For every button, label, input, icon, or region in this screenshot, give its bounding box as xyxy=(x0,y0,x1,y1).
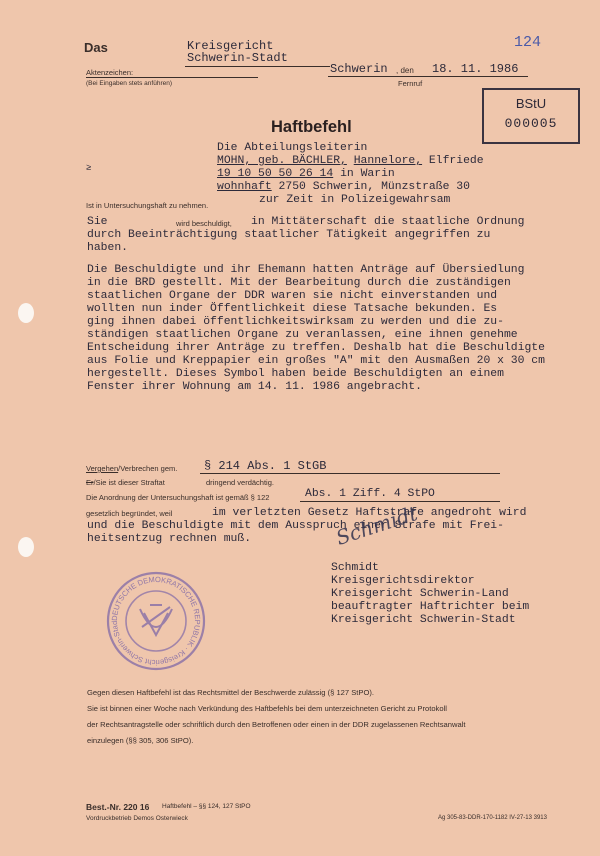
vergehen-selected: Vergehen xyxy=(86,464,119,473)
form-ref: Haftbefehl – §§ 124, 127 StPO xyxy=(162,803,251,810)
vergehen-label xyxy=(86,464,177,473)
anordnung-line xyxy=(300,501,500,502)
charge-line2: durch Beeinträchtigung staatlicher Tätigkeit angegriffen zu xyxy=(87,229,491,241)
fernruf-label: Fernruf xyxy=(398,79,423,88)
margin-marker: ≥ xyxy=(86,163,92,173)
residence-label: wohnhaft xyxy=(217,181,272,193)
den-label: , den xyxy=(396,66,414,75)
date: 18. 11. 1986 xyxy=(432,62,519,76)
charge-line3: haben. xyxy=(87,242,129,254)
facts-line: staatlichen Organe der DDR waren sie nicht einverstanden und xyxy=(87,290,498,302)
facts-line: Entscheidung ihrer Anträge zu treffen. Deshalb hat die Beschuldigte xyxy=(87,342,545,354)
page-number: 124 xyxy=(514,34,542,51)
beschuldigt-label: wird beschuldigt, xyxy=(176,219,232,228)
verdacht-label: dringend verdächtig. xyxy=(206,478,274,487)
seal-outer-ring xyxy=(108,573,204,669)
footer-line: einzulegen (§§ 305, 306 StPO). xyxy=(87,736,194,745)
facts-line: aus Folie und Kreppapier ein großes "A" mit den Ausmaßen 20 x 30 cm xyxy=(87,355,545,367)
accused-custody: zur Zeit in Polizeigewahrsam xyxy=(259,194,451,206)
reason-line1: im verletzten Gesetz Haftstrafe angedroht wird xyxy=(212,507,527,519)
facts-line: wollten nun inder Öffentlichkeit diese Tatsache bekunden. Es xyxy=(87,303,498,315)
facts-line: ständigen staatlichen Organe zu veranlassen, eine ihnen genehme xyxy=(87,329,518,341)
accused-firstname: Hannelore, xyxy=(353,155,423,167)
accused-name-line xyxy=(217,155,484,168)
seal-inner-ring xyxy=(126,591,186,651)
court-seal xyxy=(104,569,208,673)
aktenzeichen-line xyxy=(86,77,258,78)
reason-line2: und die Beschuldigte mit dem Ausspruch einer Strafe mit Frei- xyxy=(87,520,504,532)
signatory-name: Schmidt xyxy=(331,562,379,574)
aktenzeichen-label: Aktenzeichen: xyxy=(86,68,134,77)
charge-subject: Sie xyxy=(87,216,108,228)
er-sie-label xyxy=(86,478,165,487)
archive-label: BStU xyxy=(515,96,547,111)
handwritten-signature: Schmidt xyxy=(333,501,421,550)
facts-line: Fenster ihrer Wohnung am 14. 11. 1986 angebracht. xyxy=(87,381,422,393)
date-line xyxy=(328,76,528,77)
best-nr: Best.-Nr. 220 16 xyxy=(86,802,150,812)
reason-line3: heitsentzug rechnen muß. xyxy=(87,533,252,545)
footer-line: der Rechtsantragstelle oder schriftlich durch den Betroffenen oder einen in der DDR zugelassenen Rechtsanwalt xyxy=(87,720,466,729)
facts-line: ging ihnen dabei öffentlichkeitswirksam zu werden und die zu- xyxy=(87,316,504,328)
court-place: Schwerin-Stadt xyxy=(187,51,288,65)
page-title: Haftbefehl xyxy=(271,118,352,136)
accused-birth: 19 10 50 50 26 14 xyxy=(217,168,334,180)
anordnung-value: Abs. 1 Ziff. 4 StPO xyxy=(305,488,435,500)
facts-line: hergestellt. Dieses Symbol haben beide Beschuldigten an einem xyxy=(87,368,504,380)
court-type: Kreisgericht xyxy=(187,39,274,53)
punch-hole xyxy=(18,303,34,323)
archive-number: 000005 xyxy=(504,116,558,131)
facts-line: in die BRD gestellt. Mit der Bearbeitung durch die zuständigen xyxy=(87,277,511,289)
accused-middlename: Elfriede xyxy=(428,155,484,167)
accused-residence: 2750 Schwerin, Münzstraße 30 xyxy=(278,181,470,193)
accused-birth-line xyxy=(217,168,395,181)
custody-label: Ist in Untersuchungshaft zu nehmen. xyxy=(86,201,209,210)
signatory-title: Kreisgerichtsdirektor xyxy=(331,575,475,587)
paragraph-line xyxy=(200,473,500,474)
accused-surname: MOHN, geb. BÄCHLER, xyxy=(217,155,347,167)
charge-line1: in Mittäterschaft die staatliche Ordnung xyxy=(251,216,525,228)
facts-line: Die Beschuldigte und ihr Ehemann hatten Anträge auf Übersiedlung xyxy=(87,264,525,276)
archive-stamp xyxy=(482,88,580,144)
hammer-compass-emblem xyxy=(140,605,172,635)
paragraph-value: § 214 Abs. 1 StGB xyxy=(204,459,327,473)
seal-text: DEUTSCHE DEMOKRATISCHE REPUBLIK · Kreisgericht Schwerin-Stad xyxy=(109,574,203,668)
punch-hole xyxy=(18,537,34,557)
anordnung-label: Die Anordnung der Untersuchungshaft ist gemäß § 122 xyxy=(86,493,270,502)
accused-birthplace: in Warin xyxy=(340,168,395,180)
accused-residence-line xyxy=(217,181,470,194)
footer-line: Sie ist binnen einer Woche nach Verkündung des Haftbefehls bei dem unterzeichneten Gericht zu Protokoll xyxy=(87,704,447,713)
footer-legal-notice xyxy=(87,685,466,749)
signatory-court1: Kreisgericht Schwerin-Land xyxy=(331,588,509,600)
signatory-role: beauftragter Haftrichter beim xyxy=(331,601,530,613)
accused-line1: Die Abteilungsleiterin xyxy=(217,142,368,154)
das-label: Das xyxy=(84,40,108,55)
er-sie-rest: /Sie ist dieser Straftat xyxy=(93,478,165,487)
er-option: Er xyxy=(86,478,94,487)
court-underline xyxy=(185,66,330,67)
ag-code: Ag 305-83-DDR-170-1182 IV-27-13 3913 xyxy=(438,815,547,821)
facts-paragraph xyxy=(87,264,545,394)
begruendet-label: gesetzlich begründet, weil xyxy=(86,509,173,518)
vergehen-rest: /Verbrechen gem. xyxy=(118,464,178,473)
printer: Vordruckbetrieb Demos Osterwieck xyxy=(86,815,188,822)
city: Schwerin xyxy=(330,62,388,76)
aktenzeichen-note: (Bei Eingaben stets anführen) xyxy=(86,80,172,87)
signatory-court2: Kreisgericht Schwerin-Stadt xyxy=(331,614,516,626)
footer-line: Gegen diesen Haftbefehl ist das Rechtsmittel der Beschwerde zulässig (§ 127 StPO). xyxy=(87,688,375,697)
